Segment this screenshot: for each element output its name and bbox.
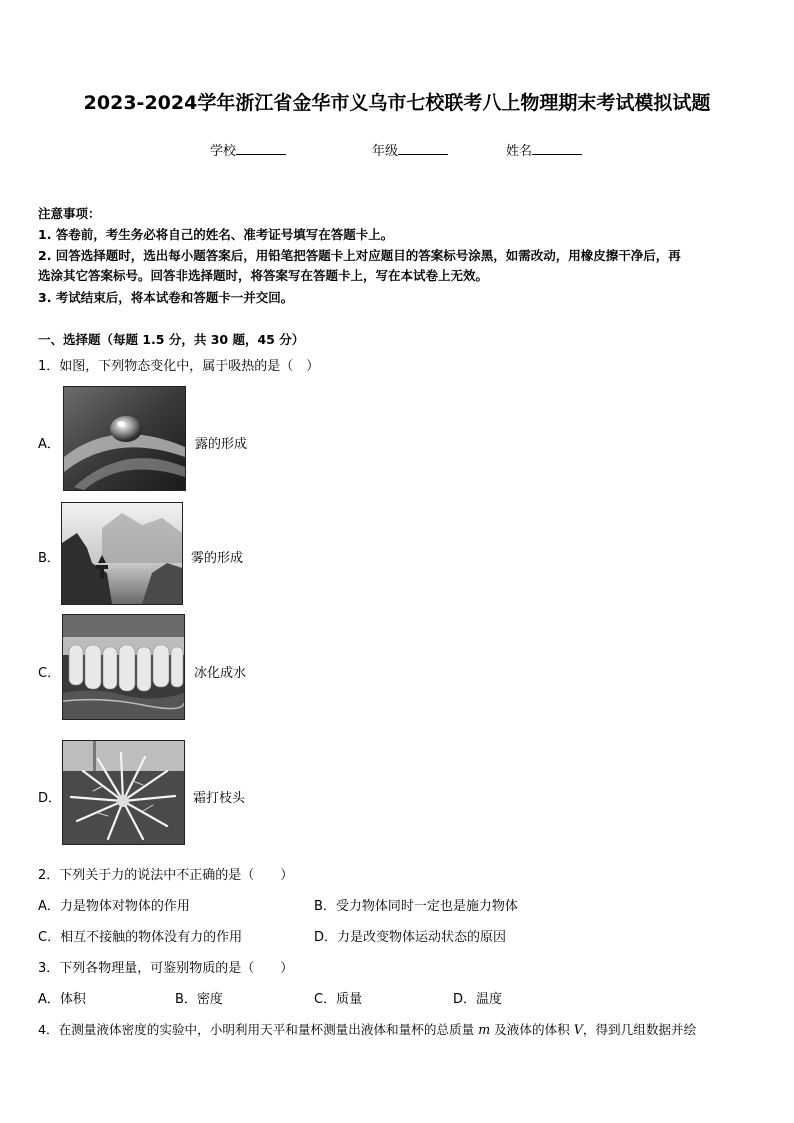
note-3: 3. 考试结束后，将本试卷和答题卡一并交回。 <box>38 290 294 305</box>
q4-var-v: V <box>573 1022 583 1037</box>
q4-stem-part-2: 及液体的体积 <box>490 1022 574 1037</box>
q4-var-m: m <box>478 1022 491 1037</box>
q1-option-b-text[interactable]: 雾的形成 <box>191 551 244 566</box>
school-field[interactable] <box>210 140 286 159</box>
notes-heading: 注意事项： <box>38 206 101 221</box>
q2-option-b[interactable]: B．受力物体同时一定也是施力物体 <box>314 899 518 914</box>
q1-option-a-text[interactable]: 露的形成 <box>195 437 248 452</box>
grade-label: 年级 <box>372 144 399 159</box>
q1-option-d-letter[interactable]: D． <box>38 791 62 806</box>
q1-option-d-text[interactable]: 霜打枝头 <box>193 791 246 806</box>
section-heading: 一、选择题（每题 1.5 分，共 30 题，45 分） <box>38 332 305 347</box>
name-label: 姓名 <box>506 144 533 159</box>
q3-option-d[interactable]: D．温度 <box>453 992 503 1007</box>
question-4-stem <box>38 1019 696 1038</box>
q2-option-d[interactable]: D．力是改变物体运动状态的原因 <box>314 930 507 945</box>
melting-ice-photo <box>62 614 185 720</box>
frost-branch-photo <box>62 740 185 845</box>
q1-option-a-letter[interactable]: A． <box>38 437 60 452</box>
school-label: 学校 <box>210 144 237 159</box>
question-1-stem: 1．如图，下列物态变化中，属于吸热的是（ ） <box>38 359 320 374</box>
grade-blank[interactable] <box>398 142 448 155</box>
q1-option-b-letter[interactable]: B． <box>38 551 60 566</box>
q2-option-a[interactable]: A．力是物体对物体的作用 <box>38 899 190 914</box>
q3-option-b[interactable]: B．密度 <box>175 992 223 1007</box>
note-2-line-2: 选涂其它答案标号。回答非选择题时，将答案写在答题卡上，写在本试卷上无效。 <box>38 268 489 283</box>
name-blank[interactable] <box>532 142 582 155</box>
dew-drop-photo <box>63 386 186 491</box>
question-3-stem: 3．下列各物理量，可鉴别物质的是（ ） <box>38 961 294 976</box>
note-2-line-1: 2. 回答选择题时，选出每小题答案后，用铅笔把答题卡上对应题目的答案标号涂黑，如需改动，用橡皮擦干净后，再 <box>38 248 681 263</box>
school-blank[interactable] <box>236 142 286 155</box>
note-1: 1. 答卷前，考生务必将自己的姓名、准考证号填写在答题卡上。 <box>38 227 394 242</box>
fog-mountain-photo <box>61 502 183 605</box>
q3-option-a[interactable]: A．体积 <box>38 992 86 1007</box>
q4-stem-part-1: 4．在测量液体密度的实验中，小明利用天平和量杯测量出液体和量杯的总质量 <box>38 1022 479 1037</box>
q1-option-c-text[interactable]: 冰化成水 <box>194 666 247 681</box>
grade-field[interactable] <box>372 140 448 159</box>
name-field[interactable] <box>506 140 582 159</box>
q4-stem-part-3: ，得到几组数据并绘 <box>582 1022 697 1037</box>
page-title: 2023-2024学年浙江省金华市义乌市七校联考八上物理期末考试模拟试题 <box>83 92 711 114</box>
question-2-stem: 2．下列关于力的说法中不正确的是（ ） <box>38 868 294 883</box>
q1-option-c-letter[interactable]: C． <box>38 666 61 681</box>
q3-option-c[interactable]: C．质量 <box>314 992 363 1007</box>
q2-option-c[interactable]: C．相互不接触的物体没有力的作用 <box>38 930 243 945</box>
